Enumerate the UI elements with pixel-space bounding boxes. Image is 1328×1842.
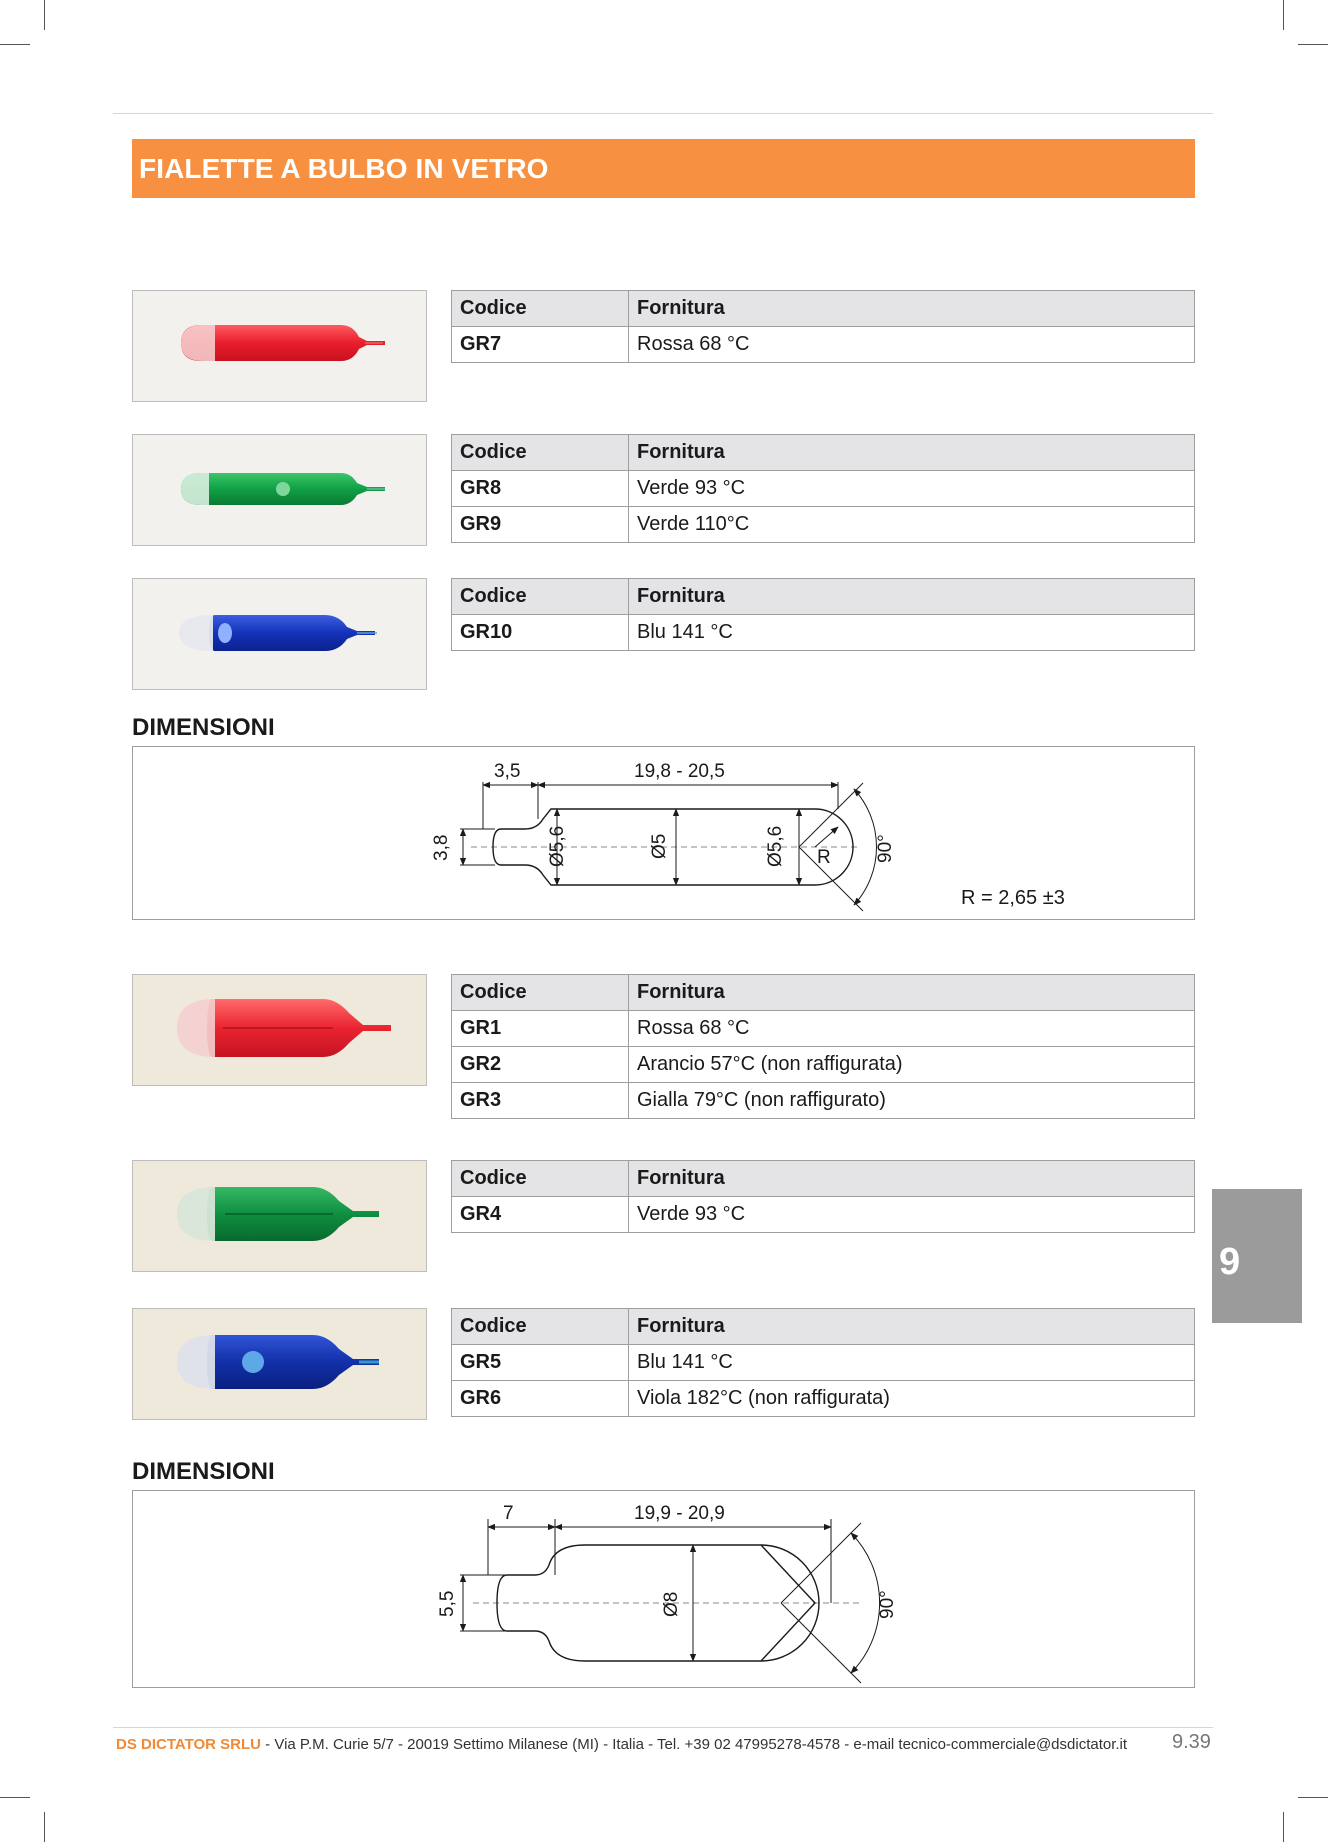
spec-table-gr7 xyxy=(451,290,1195,363)
dim-angle: 90° xyxy=(877,1590,898,1619)
table-row xyxy=(452,615,1195,651)
crop-mark xyxy=(1283,0,1284,30)
dimension-drawing-large xyxy=(132,1490,1195,1688)
dim-body-diameter: Ø8 xyxy=(661,1591,682,1617)
table-row xyxy=(452,1345,1195,1381)
supply-cell: Verde 93 °C xyxy=(629,1197,1195,1233)
vial-photo-blue xyxy=(132,578,427,690)
dimensions-title: DIMENSIONI xyxy=(132,714,275,741)
header-codice: Codice xyxy=(452,579,629,615)
footer xyxy=(116,1736,1127,1753)
table-row xyxy=(452,327,1195,363)
header-fornitura: Fornitura xyxy=(629,291,1195,327)
footer-address: - Via P.M. Curie 5/7 - 20019 Settimo Milanese (MI) - Italia - Tel. +39 02 47995278-4578 - e-mail tecnico-commerciale@dsdictator.it xyxy=(261,1736,1128,1753)
supply-cell: Gialla 79°C (non raffigurato) xyxy=(629,1083,1195,1119)
dim-tip-length: 3,5 xyxy=(494,761,521,782)
dim-body-diameter: Ø5 xyxy=(649,833,670,859)
dim-end-diameter: Ø5,6 xyxy=(765,825,786,867)
code-cell: GR2 xyxy=(452,1047,629,1083)
crop-mark xyxy=(44,1812,45,1842)
spec-table-gr4 xyxy=(451,1160,1195,1233)
page-title: FIALETTE A BULBO IN VETRO xyxy=(132,139,1195,198)
dim-radius: R xyxy=(817,847,831,868)
footer-rule xyxy=(113,1727,1213,1728)
supply-cell: Viola 182°C (non raffigurata) xyxy=(629,1381,1195,1417)
table-row xyxy=(452,1047,1195,1083)
header-fornitura: Fornitura xyxy=(629,579,1195,615)
dim-angle: 90° xyxy=(875,834,896,863)
table-row xyxy=(452,1381,1195,1417)
supply-cell: Blu 141 °C xyxy=(629,615,1195,651)
spec-table-gr10 xyxy=(451,578,1195,651)
table-header-row xyxy=(452,1161,1195,1197)
header-codice: Codice xyxy=(452,1161,629,1197)
table-row xyxy=(452,471,1195,507)
table-header-row xyxy=(452,435,1195,471)
header-codice: Codice xyxy=(452,435,629,471)
supply-cell: Arancio 57°C (non raffigurata) xyxy=(629,1047,1195,1083)
dim-body-length: 19,8 - 20,5 xyxy=(634,761,725,782)
spec-table-gr5-gr6 xyxy=(451,1308,1195,1417)
page-number: 9.39 xyxy=(1172,1731,1211,1753)
dim-tip-diameter: 5,5 xyxy=(437,1590,458,1617)
header-codice: Codice xyxy=(452,291,629,327)
supply-cell: Verde 93 °C xyxy=(629,471,1195,507)
header-fornitura: Fornitura xyxy=(629,1161,1195,1197)
table-row xyxy=(452,1011,1195,1047)
table-header-row xyxy=(452,291,1195,327)
vial-photo-red-large xyxy=(132,974,427,1086)
header-codice: Codice xyxy=(452,975,629,1011)
code-cell: GR8 xyxy=(452,471,629,507)
radius-note: R = 2,65 ±3 xyxy=(961,887,1065,909)
vial-photo-blue-large xyxy=(132,1308,427,1420)
vial-photo-green-large xyxy=(132,1160,427,1272)
supply-cell: Rossa 68 °C xyxy=(629,1011,1195,1047)
top-rule xyxy=(113,113,1213,114)
spec-table-gr1-gr3 xyxy=(451,974,1195,1119)
dim-tip-diameter: 3,8 xyxy=(431,834,452,861)
crop-mark xyxy=(0,44,30,45)
table-row xyxy=(452,507,1195,543)
header-codice: Codice xyxy=(452,1309,629,1345)
table-header-row xyxy=(452,579,1195,615)
crop-mark xyxy=(1298,44,1328,45)
header-fornitura: Fornitura xyxy=(629,1309,1195,1345)
vial-photo-red xyxy=(132,290,427,402)
crop-mark xyxy=(0,1797,30,1798)
vial-photo-green xyxy=(132,434,427,546)
chapter-tab xyxy=(1212,1189,1302,1323)
spec-table-gr8-gr9 xyxy=(451,434,1195,543)
crop-mark xyxy=(44,0,45,30)
header-fornitura: Fornitura xyxy=(629,435,1195,471)
code-cell: GR3 xyxy=(452,1083,629,1119)
dim-tip-length: 7 xyxy=(503,1503,514,1524)
crop-mark xyxy=(1298,1797,1328,1798)
supply-cell: Verde 110°C xyxy=(629,507,1195,543)
dim-body-length: 19,9 - 20,9 xyxy=(634,1503,725,1524)
table-row xyxy=(452,1083,1195,1119)
header-fornitura: Fornitura xyxy=(629,975,1195,1011)
footer-company: DS DICTATOR SRLU xyxy=(116,1736,261,1753)
dim-neck-diameter: Ø5,6 xyxy=(547,825,568,867)
table-header-row xyxy=(452,1309,1195,1345)
code-cell: GR4 xyxy=(452,1197,629,1233)
code-cell: GR10 xyxy=(452,615,629,651)
code-cell: GR5 xyxy=(452,1345,629,1381)
code-cell: GR7 xyxy=(452,327,629,363)
table-header-row xyxy=(452,975,1195,1011)
dimension-drawing-small xyxy=(132,746,1195,920)
code-cell: GR6 xyxy=(452,1381,629,1417)
supply-cell: Rossa 68 °C xyxy=(629,327,1195,363)
code-cell: GR9 xyxy=(452,507,629,543)
table-row xyxy=(452,1197,1195,1233)
supply-cell: Blu 141 °C xyxy=(629,1345,1195,1381)
dimensions-title: DIMENSIONI xyxy=(132,1458,275,1485)
chapter-number: 9 xyxy=(1219,1241,1241,1283)
crop-mark xyxy=(1283,1812,1284,1842)
code-cell: GR1 xyxy=(452,1011,629,1047)
